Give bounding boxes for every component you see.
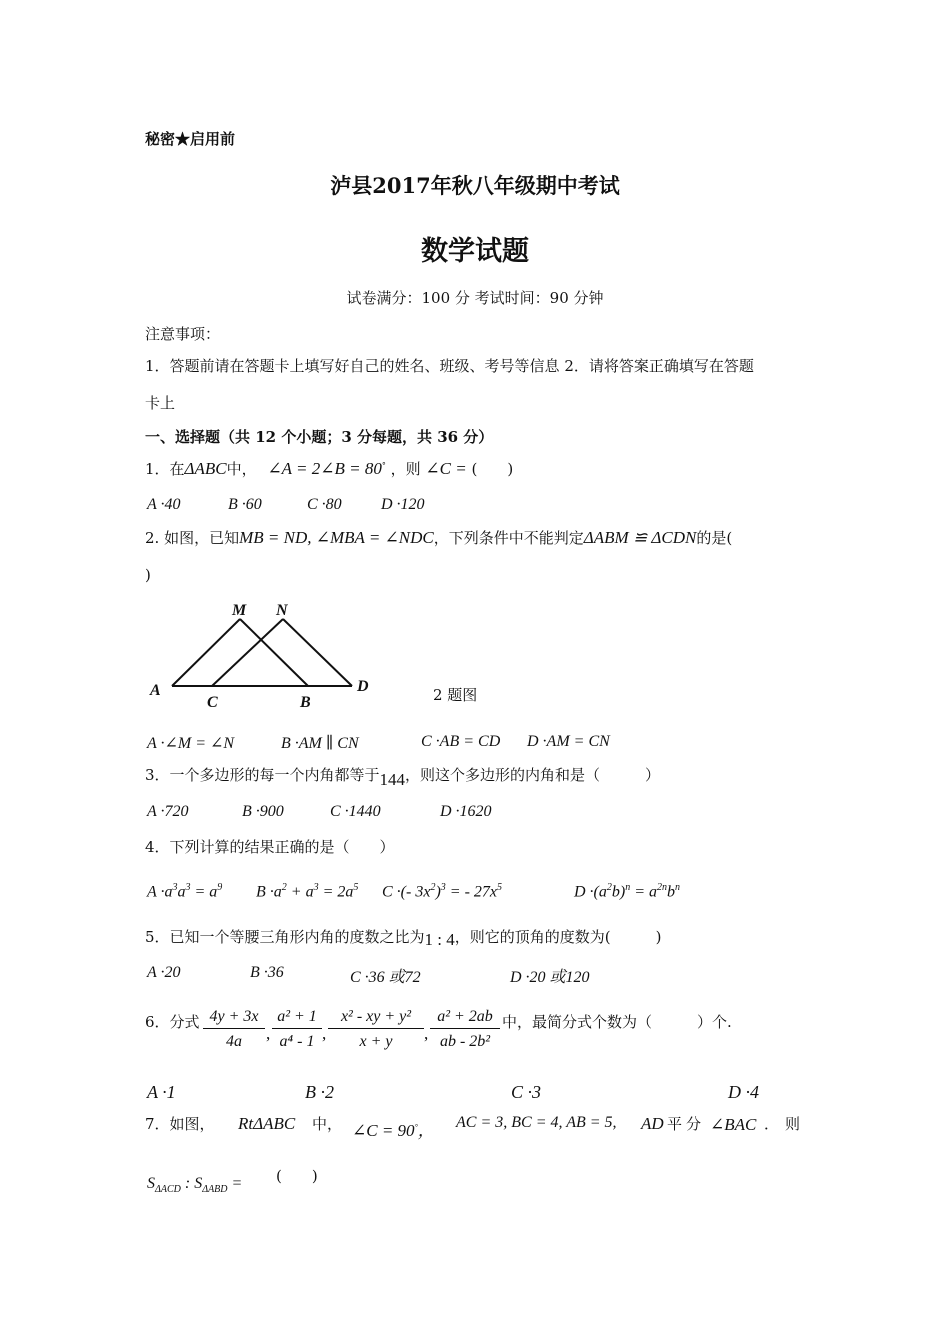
q7-bisect: 平分: [667, 1115, 706, 1133]
q3-option-b: B ·900: [242, 803, 284, 820]
q7-triangle: RtΔABC: [238, 1114, 296, 1133]
q2-figure: [140, 595, 380, 715]
q6-option-d: D ·4: [728, 1082, 759, 1102]
q6-f1-den: 4a: [226, 1033, 242, 1050]
q3-option-d: D ·1620: [440, 803, 492, 820]
q2-option-b: B ·AM ∥ CN: [281, 735, 359, 752]
q7-prefix: 7．如图，: [145, 1115, 215, 1133]
q3-option-c: C ·1440: [330, 803, 381, 820]
q2-option-a: A ·∠M = ∠N: [147, 735, 235, 752]
q3-prefix: 3．一个多边形的每一个内角都等于: [145, 766, 380, 784]
question-3: [145, 764, 661, 789]
q6-option-a: A ·1: [147, 1082, 176, 1102]
line-am: [172, 619, 240, 686]
q4-option-c: C ·(- $3x^2)^3$ = - $27x^5$: [382, 882, 502, 901]
q1-condition: ∠A = 2∠B = 80: [267, 459, 382, 478]
q2-option-c: C ·AB = CD: [421, 733, 501, 750]
q6-f4-den: ab - 2b²: [439, 1033, 491, 1050]
label-n: N: [276, 602, 288, 619]
q5-ratio: 1 : 4: [424, 930, 455, 949]
exam-title: 泸县2017年秋八年级期中考试: [330, 173, 620, 198]
q6-option-c: C ·3: [511, 1082, 542, 1102]
q3-suffix: ，则这个多边形的内角和是（ ）: [405, 766, 661, 784]
label-b: B: [300, 694, 311, 711]
comma-2: ,: [322, 1024, 327, 1043]
q6-fraction-3: [328, 1008, 424, 1051]
q5-option-c: C ·36 或72: [350, 969, 421, 986]
question-4: 4．下列计算的结果正确的是（ ）: [145, 838, 395, 856]
question-5: [145, 926, 662, 947]
label-m: M: [232, 602, 247, 619]
notes-line-1: 1．答题前请在答题卡上填写好自己的姓名、班级、考号等信息 2．请将答案正确填写在答题: [145, 357, 754, 375]
q6-fraction-1: [203, 1008, 265, 1051]
q6-f2-num: a² + 1: [272, 1008, 322, 1029]
q5-option-b: B ·36: [250, 964, 284, 981]
comma-1: ,: [266, 1024, 271, 1043]
q5-option-a: A ·20: [147, 964, 181, 981]
q1-option-a: A ·40: [147, 496, 181, 513]
q2-suffix: 的是(: [696, 529, 733, 547]
q6-prefix: 6．分式: [145, 1013, 200, 1031]
q1-prefix: 1．在: [145, 460, 185, 478]
q2-figure-caption: 2 题图: [433, 686, 478, 704]
line-nd: [283, 619, 352, 686]
q6-option-b: B ·2: [305, 1082, 334, 1102]
label-c: C: [207, 694, 218, 711]
q1-paren: ( ): [471, 460, 514, 478]
q6-suffix: 中，最简分式个数为（ ）个.: [502, 1013, 732, 1031]
q6-f2-den: a⁴ - 1: [279, 1033, 315, 1050]
q4-option-d: $D \cdot(a^2b)^n = a^{2n}b^n$: [574, 882, 681, 901]
q7-sides: AC = 3, BC = 4, AB = 5,: [456, 1114, 617, 1131]
q2-mid: ，下列条件中不能判定: [433, 529, 584, 547]
line-cn: [212, 619, 283, 686]
q4-option-a: $A \cdot a^3a^3 = a^9$: [147, 882, 223, 901]
label-d: D: [357, 678, 369, 695]
question-1: 1．在ΔABC中， ∠A = 2∠B = 80° ，则 ∠C = ( ): [145, 459, 514, 478]
q7-bac: ∠BAC: [710, 1115, 757, 1134]
q2-condition: MB = ND, ∠MBA = ∠NDC: [239, 528, 434, 547]
notes-line-2: 卡上: [145, 394, 176, 412]
q6-f3-den: x + y: [359, 1033, 393, 1050]
exam-info: 试卷满分：100 分 考试时间：90 分钟: [346, 289, 604, 307]
line-mb: [240, 619, 308, 686]
q7-paren: ( ): [276, 1167, 318, 1185]
q3-value: 144: [379, 770, 406, 789]
q1-option-c: C ·80: [307, 496, 342, 513]
q2-option-d: D ·AM = CN: [527, 733, 610, 750]
section-heading: 一、选择题（共 12 个小题；3 分每题，共 36 分）: [145, 428, 494, 446]
q7-ratio: $S_{\Delta ACD}$ : $S_{\Delta ABD}$ =: [147, 1175, 243, 1196]
comma-3: ,: [424, 1024, 429, 1043]
q2-prefix: 2. 如图，已知: [145, 529, 240, 547]
q3-option-a: A ·720: [147, 803, 189, 820]
q6-fraction-4: [430, 1008, 500, 1051]
subject-title: 数学试题: [421, 236, 529, 267]
question-2: [145, 527, 732, 548]
q6-f4-num: a² + 2ab: [430, 1008, 500, 1029]
q5-suffix: ，则它的顶角的度数为( ): [454, 928, 662, 946]
q5-option-d: D ·20 或120: [510, 969, 590, 986]
q7-then: ．则: [764, 1115, 807, 1133]
q1-mid: 中，: [226, 460, 257, 478]
notes-heading: 注意事项：: [145, 325, 221, 343]
q7-angle: ∠C = 90°，: [352, 1121, 435, 1140]
q1-option-b: B ·60: [228, 496, 262, 513]
q7-s1: S: [147, 1175, 155, 1192]
secret-label: 秘密★启用前: [145, 130, 236, 148]
q5-prefix: 5．已知一个等腰三角形内角的度数之比为: [145, 928, 425, 946]
q1-triangle: ΔABC: [184, 459, 227, 478]
q6-f1-num: 4y + 3x: [203, 1008, 265, 1029]
q1-option-d: D ·120: [381, 496, 425, 513]
q6-f3-num: x² - xy + y²: [328, 1008, 424, 1029]
q7-angle-text: ∠C = 90: [352, 1121, 415, 1140]
q4-option-b: $B \cdot a^2 + a^3 = 2a^5$: [256, 882, 359, 901]
q7-ad: AD: [641, 1114, 664, 1133]
label-a: A: [150, 682, 161, 699]
q2-congruence: ΔABM ≌ ΔCDN: [583, 528, 697, 547]
q1-then: ，则: [390, 460, 421, 478]
q7-mid: 中，: [312, 1115, 343, 1133]
q2-close: ): [145, 566, 151, 584]
q6-fraction-2: [272, 1008, 322, 1051]
q1-ask: ∠C =: [425, 459, 467, 478]
